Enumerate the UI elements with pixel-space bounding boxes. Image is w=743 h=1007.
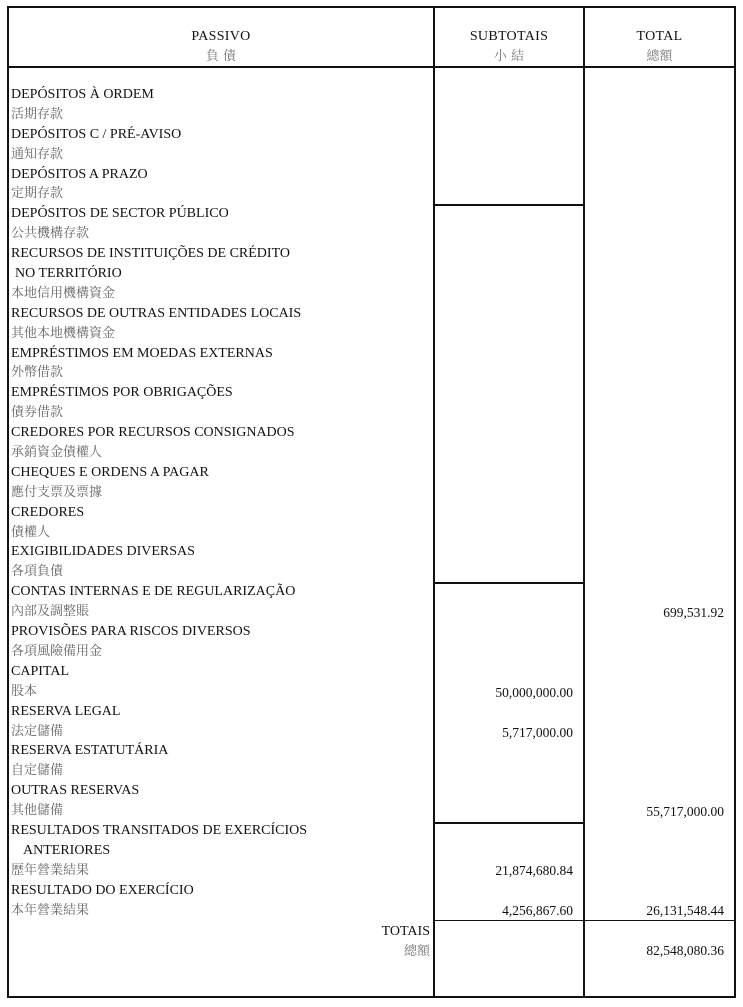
item-label: EMPRÉSTIMOS POR OBRIGAÇÕES bbox=[11, 385, 233, 401]
header-passivo-label-cn: 負 債 bbox=[205, 49, 237, 64]
item-label: PROVISÕES PARA RISCOS DIVERSOS bbox=[11, 624, 251, 640]
item-label-cn: 法定儲備 bbox=[11, 723, 64, 739]
item-label: RESERVA ESTATUTÁRIA bbox=[11, 743, 169, 759]
item-label: RECURSOS DE INSTITUIÇÕES DE CRÉDITO bbox=[11, 246, 290, 262]
item-label: RESULTADOS TRANSITADOS DE EXERCÍCIOS bbox=[11, 822, 308, 838]
item-label-cn: 債券借款 bbox=[11, 405, 64, 421]
item-label: RESERVA LEGAL bbox=[11, 703, 121, 719]
item-label-cn: 活期存款 bbox=[11, 106, 64, 122]
item-label: DEPÓSITOS A PRAZO bbox=[11, 166, 148, 182]
item-label-cn: 自定儲備 bbox=[11, 763, 64, 779]
subtotal-group-divider bbox=[433, 204, 585, 206]
balance-sheet-liabilities bbox=[7, 6, 736, 998]
item-label-cn: 本年營業結果 bbox=[11, 902, 90, 918]
header-divider bbox=[9, 66, 734, 68]
header-total bbox=[585, 8, 734, 66]
amount-resultados-transitados-subtotal: 21,874,680.84 bbox=[495, 863, 573, 878]
header-subtotais-label-cn: 小 結 bbox=[493, 49, 525, 64]
header-passivo bbox=[9, 8, 433, 66]
item-label-cn: 本地信用機構資金 bbox=[11, 285, 116, 301]
subtotal-group-divider bbox=[433, 582, 585, 584]
item-label-cn: 歷年營業結果 bbox=[11, 862, 90, 878]
column-divider-total bbox=[583, 8, 585, 996]
item-label-cn: 其他本地機構資金 bbox=[11, 325, 116, 341]
item-label-cn: 其他儲備 bbox=[11, 803, 64, 819]
amount-resultado-exercicio-total: 26,131,548.44 bbox=[646, 903, 724, 918]
subtotal-group-divider bbox=[433, 822, 585, 824]
header-passivo-label: PASSIVO bbox=[191, 29, 251, 44]
header-total-label: TOTAL bbox=[636, 29, 683, 44]
header-subtotais bbox=[435, 8, 583, 66]
item-label-cn: 公共機構存款 bbox=[11, 226, 90, 242]
item-label: EMPRÉSTIMOS EM MOEDAS EXTERNAS bbox=[11, 345, 273, 361]
item-label-continued: NO TERRITÓRIO bbox=[15, 266, 122, 282]
item-label-cn: 各項風險備用金 bbox=[11, 643, 103, 659]
header-subtotais-label: SUBTOTAIS bbox=[469, 29, 549, 44]
item-label-cn: 應付支票及票據 bbox=[11, 484, 103, 500]
liability-items bbox=[11, 85, 431, 920]
item-label: CHEQUES E ORDENS A PAGAR bbox=[11, 464, 209, 480]
amount-reserva-legal-subtotal: 5,717,000.00 bbox=[502, 725, 573, 740]
item-label: EXIGIBILIDADES DIVERSAS bbox=[11, 544, 195, 560]
item-label: RECURSOS DE OUTRAS ENTIDADES LOCAIS bbox=[11, 305, 302, 321]
item-label: CREDORES bbox=[11, 504, 85, 520]
header-total-label-cn: 總額 bbox=[646, 49, 673, 64]
item-label-continued: ANTERIORES bbox=[23, 842, 111, 858]
amount-contas-internas-total: 699,531.92 bbox=[663, 605, 724, 620]
item-label: CAPITAL bbox=[11, 663, 69, 679]
item-label: CONTAS INTERNAS E DE REGULARIZAÇÃO bbox=[11, 584, 296, 600]
item-label: DEPÓSITOS À ORDEM bbox=[11, 87, 154, 102]
item-label-cn: 內部及調整賬 bbox=[11, 604, 90, 620]
totals-label-cn: 總額 bbox=[403, 944, 430, 959]
item-label: DEPÓSITOS C / PRÉ-AVISO bbox=[11, 126, 182, 142]
amount-outras-reservas-total: 55,717,000.00 bbox=[646, 804, 724, 819]
item-label-cn: 各項負債 bbox=[11, 564, 64, 580]
amount-capital-subtotal: 50,000,000.00 bbox=[495, 685, 573, 700]
amount-resultado-exercicio-subtotal: 4,256,867.60 bbox=[502, 903, 573, 918]
item-label-cn: 通知存款 bbox=[11, 146, 64, 162]
item-label-cn: 外幣借款 bbox=[11, 365, 64, 381]
item-label-cn: 定期存款 bbox=[11, 186, 64, 202]
totals-label-block bbox=[382, 922, 430, 962]
item-label: DEPÓSITOS DE SECTOR PÚBLICO bbox=[11, 206, 229, 222]
item-label-cn: 債權人 bbox=[11, 524, 51, 540]
item-label-cn: 股本 bbox=[11, 683, 38, 699]
item-label-cn: 承銷資金債權人 bbox=[11, 445, 103, 461]
column-divider-subtotals bbox=[433, 8, 435, 996]
item-label: RESULTADO DO EXERCÍCIO bbox=[11, 882, 194, 898]
totals-label: TOTAIS bbox=[381, 924, 430, 939]
item-label: CREDORES POR RECURSOS CONSIGNADOS bbox=[11, 425, 295, 441]
item-label: OUTRAS RESERVAS bbox=[11, 783, 140, 799]
amount-totais-total: 82,548,080.36 bbox=[646, 943, 724, 958]
